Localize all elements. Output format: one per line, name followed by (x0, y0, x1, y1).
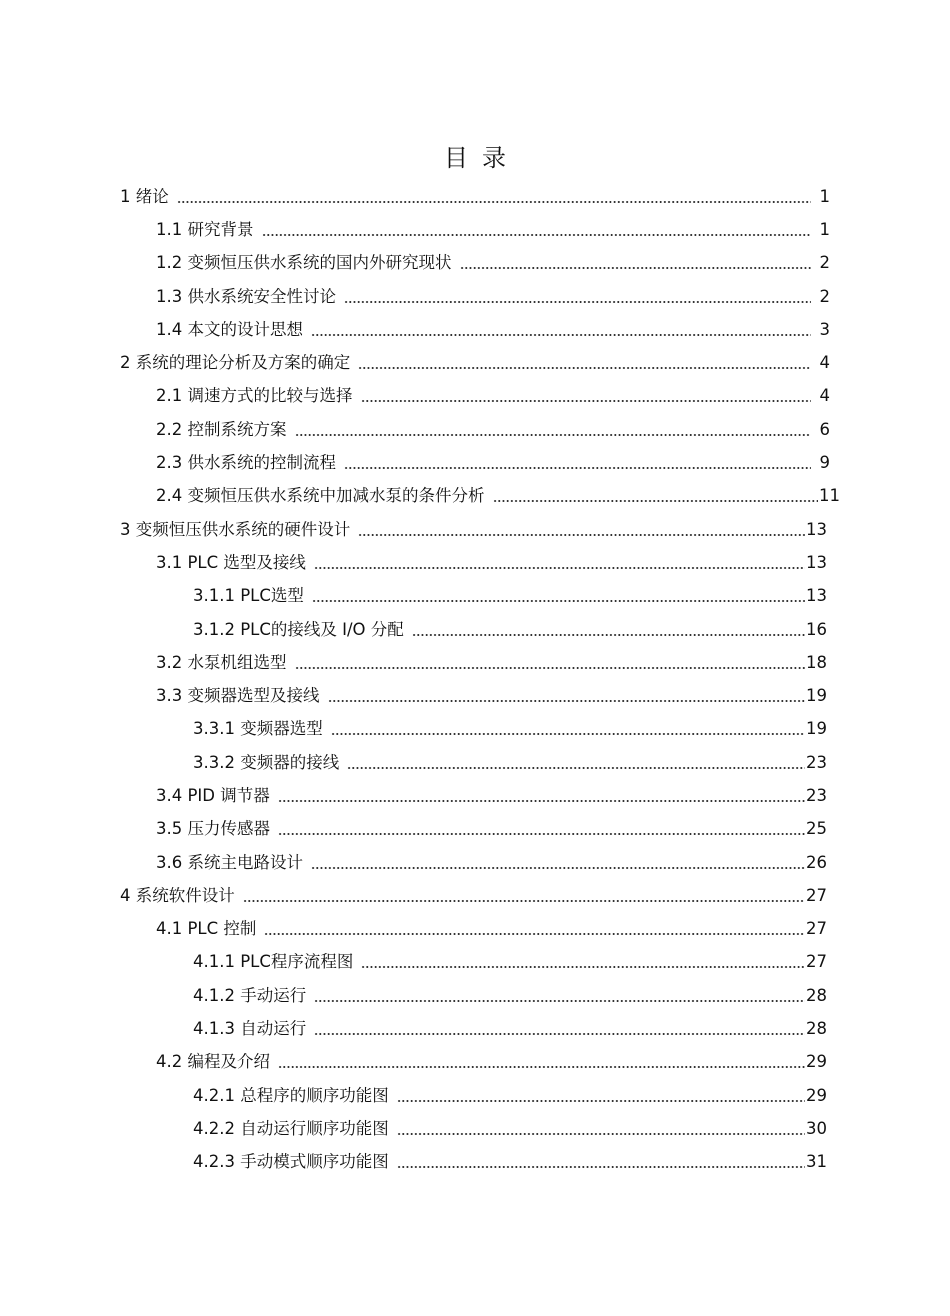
toc-entry[interactable] (0, 380, 950, 413)
toc-entry[interactable] (0, 413, 950, 446)
dot-leader (177, 200, 811, 204)
toc-entry-text: 2.3 供水系统的控制流程 (156, 453, 336, 473)
toc-page-number: 30 (806, 1118, 827, 1138)
toc-entry-text: 4.2.3 手动模式顺序功能图 (193, 1152, 389, 1172)
dot-leader (314, 999, 805, 1003)
dot-leader (328, 699, 806, 703)
toc-entry[interactable] (0, 446, 950, 479)
toc-page-number: 3 (819, 319, 830, 339)
toc-entry[interactable] (0, 580, 950, 613)
dot-leader (278, 799, 805, 803)
toc-page-number: 27 (806, 885, 827, 905)
toc-page-number: 1 (819, 219, 830, 239)
toc-entry[interactable] (0, 1079, 950, 1112)
toc-page-number: 13 (806, 519, 827, 539)
toc-entry[interactable] (0, 746, 950, 779)
toc-page-number: 26 (806, 852, 827, 872)
toc-page-number: 2 (819, 253, 830, 273)
toc-page-number: 11 (819, 486, 840, 506)
toc-page-number: 29 (806, 1052, 827, 1072)
dot-leader (361, 399, 812, 403)
toc-entry-text: 3.3.2 变频器的接线 (193, 752, 340, 772)
toc-page-number: 31 (806, 1152, 827, 1172)
toc-page-number: 6 (819, 419, 830, 439)
toc-page-number: 27 (806, 952, 827, 972)
toc-entry[interactable] (0, 946, 950, 979)
toc-page-number: 29 (806, 1085, 827, 1105)
dot-leader (347, 766, 805, 770)
dot-leader (314, 566, 805, 570)
dot-leader (331, 732, 805, 736)
dot-leader (311, 866, 805, 870)
dot-leader (397, 1165, 805, 1169)
toc-entry-text: 4.1 PLC 控制 (156, 919, 257, 939)
toc-entry-text: 3.5 压力传感器 (156, 819, 270, 839)
toc-page-number: 28 (806, 985, 827, 1005)
dot-leader (264, 932, 805, 936)
toc-entry-text: 3.3 变频器选型及接线 (156, 686, 320, 706)
toc-entry-text: 1.1 研究背景 (156, 219, 254, 239)
toc-entry-text: 3.4 PID 调节器 (156, 785, 270, 805)
toc-entry[interactable] (0, 346, 950, 379)
toc-entry-text: 3 变频恒压供水系统的硬件设计 (120, 519, 351, 539)
toc-entry-text: 2.1 调速方式的比较与选择 (156, 386, 353, 406)
toc-entry-text: 4.2.1 总程序的顺序功能图 (193, 1085, 389, 1105)
dot-leader (412, 633, 805, 637)
toc-page-number: 28 (806, 1019, 827, 1039)
toc-entry[interactable] (0, 813, 950, 846)
toc-entry[interactable] (0, 1112, 950, 1145)
toc-entry[interactable] (0, 546, 950, 579)
toc-entry-text: 4.1.3 自动运行 (193, 1019, 307, 1039)
dot-leader (358, 366, 811, 370)
dot-leader (460, 266, 812, 270)
toc-entry-text: 4.2 编程及介绍 (156, 1052, 270, 1072)
toc-entry-text: 2 系统的理论分析及方案的确定 (120, 353, 351, 373)
toc-entry-text: 1.4 本文的设计思想 (156, 319, 303, 339)
toc-entry-text: 3.3.1 变频器选型 (193, 719, 323, 739)
toc-entry[interactable] (0, 313, 950, 346)
toc-entry-text: 3.2 水泵机组选型 (156, 652, 287, 672)
dot-leader (314, 1032, 805, 1036)
toc-page-number: 16 (806, 619, 827, 639)
dot-leader (278, 1065, 805, 1069)
toc-entry[interactable] (0, 879, 950, 912)
toc-entry-text: 1.2 变频恒压供水系统的国内外研究现状 (156, 253, 452, 273)
toc-entry[interactable] (0, 180, 950, 213)
toc-entry[interactable] (0, 213, 950, 246)
dot-leader (361, 965, 805, 969)
dot-leader (397, 1099, 805, 1103)
toc-page-number: 19 (806, 686, 827, 706)
toc-page-number: 13 (806, 552, 827, 572)
toc-entry-text: 3.1.1 PLC选型 (193, 586, 304, 606)
toc-page-number: 19 (806, 719, 827, 739)
toc-page-number: 1 (819, 186, 830, 206)
dot-leader (344, 300, 811, 304)
toc-entry-text: 1.3 供水系统安全性讨论 (156, 286, 336, 306)
dot-leader (312, 599, 805, 603)
toc-entry-text: 4 系统软件设计 (120, 885, 235, 905)
dot-leader (278, 832, 805, 836)
dot-leader (493, 499, 819, 503)
toc-entry[interactable] (0, 913, 950, 946)
toc-page-number: 2 (819, 286, 830, 306)
toc-page-number: 25 (806, 819, 827, 839)
toc-page-number: 23 (806, 785, 827, 805)
toc-entry[interactable] (0, 480, 950, 513)
toc-title: 目录 (444, 144, 520, 172)
toc-entry[interactable] (0, 713, 950, 746)
toc-entry[interactable] (0, 1012, 950, 1045)
toc-entry[interactable] (0, 846, 950, 879)
dot-leader (344, 466, 811, 470)
table-of-contents (0, 180, 950, 1179)
dot-leader (262, 233, 812, 237)
toc-entry[interactable] (0, 247, 950, 280)
toc-entry[interactable] (0, 513, 950, 546)
toc-entry-text: 3.1.2 PLC的接线及 I/O 分配 (193, 619, 404, 639)
toc-entry-text: 2.4 变频恒压供水系统中加减水泵的条件分析 (156, 486, 485, 506)
toc-page-number: 23 (806, 752, 827, 772)
toc-page-number: 27 (806, 919, 827, 939)
toc-entry-text: 2.2 控制系统方案 (156, 419, 287, 439)
toc-page-number: 4 (819, 353, 830, 373)
dot-leader (397, 1132, 805, 1136)
dot-leader (295, 433, 812, 437)
toc-entry[interactable] (0, 679, 950, 712)
toc-entry[interactable] (0, 779, 950, 812)
toc-entry[interactable] (0, 1046, 950, 1079)
toc-entry[interactable] (0, 646, 950, 679)
toc-page-number: 13 (806, 586, 827, 606)
dot-leader (295, 666, 806, 670)
toc-page-number: 18 (806, 652, 827, 672)
toc-entry-text: 1 绪论 (120, 186, 169, 206)
toc-entry-text: 3.6 系统主电路设计 (156, 852, 303, 872)
toc-entry-text: 4.1.2 手动运行 (193, 985, 307, 1005)
toc-entry[interactable] (0, 280, 950, 313)
toc-entry[interactable] (0, 979, 950, 1012)
toc-entry-text: 4.2.2 自动运行顺序功能图 (193, 1118, 389, 1138)
toc-page-number: 9 (819, 453, 830, 473)
toc-entry-text: 4.1.1 PLC程序流程图 (193, 952, 354, 972)
toc-entry[interactable] (0, 1146, 950, 1179)
toc-entry-text: 3.1 PLC 选型及接线 (156, 552, 306, 572)
dot-leader (243, 899, 805, 903)
dot-leader (358, 533, 805, 537)
toc-page-number: 4 (819, 386, 830, 406)
toc-entry[interactable] (0, 613, 950, 646)
dot-leader (311, 333, 811, 337)
